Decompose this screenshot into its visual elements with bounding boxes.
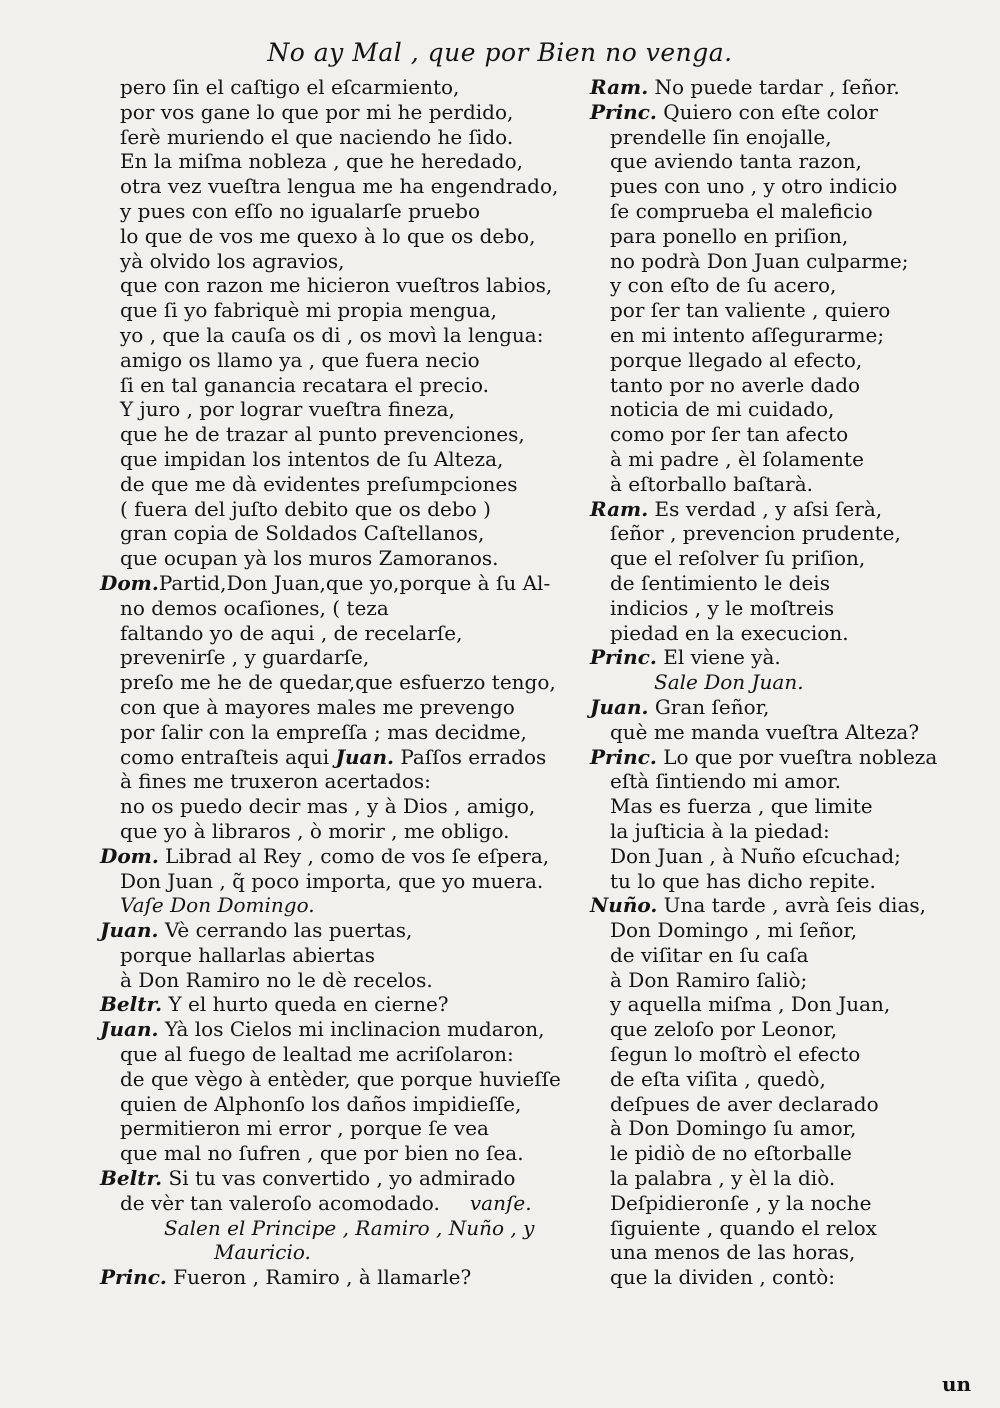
- verse-line: [100, 497, 576, 522]
- line-text: no os puedo decir mas , y à Dios , amigo,: [120, 794, 536, 819]
- line-text: de viſitar en ſu caſa: [610, 942, 809, 967]
- verse-line: [590, 100, 970, 125]
- left-column: [100, 75, 576, 1290]
- verse-line: [590, 323, 970, 348]
- line-text: tanto por no averle dado: [610, 372, 861, 397]
- line-text: ſeñor , prevencion prudente,: [610, 521, 901, 546]
- verse-line: [100, 149, 576, 174]
- speaker-name: Nuño.: [590, 893, 658, 918]
- verse-line: [100, 1067, 576, 1092]
- speaker-name: Juan.: [590, 694, 649, 719]
- line-text: una menos de las horas,: [610, 1240, 856, 1265]
- line-text: à Don Domingo ſu amor,: [610, 1116, 857, 1141]
- line-text: y pues con eſſo no igualarſe pruebo: [120, 198, 480, 223]
- verse-line: [100, 745, 576, 770]
- verse-line: [100, 769, 576, 794]
- line-text: Don Juan , q̃ poco importa, que yo muera.: [120, 868, 544, 893]
- verse-line: [590, 992, 970, 1017]
- verse-line: [590, 794, 970, 819]
- line-text: porque hallarlas abiertas: [120, 942, 376, 967]
- verse-line: [590, 397, 970, 422]
- line-text: permitieron mi error , porque ſe vea: [120, 1116, 489, 1141]
- speaker-name: Ram.: [590, 75, 649, 99]
- line-text: Don Domingo , mi ſeñor,: [610, 918, 858, 943]
- line-text: prevenirſe , y guardarſe,: [120, 645, 370, 670]
- verse-line: [590, 720, 970, 745]
- line-text: preſo me he de quedar,que esfuerzo tengo,: [120, 670, 556, 695]
- verse-line: [100, 447, 576, 472]
- line-text: ſegun lo moſtrò el efecto: [610, 1042, 861, 1067]
- line-text: en mi intento aſſegurarme;: [610, 322, 885, 347]
- line-text: que el reſolver ſu priſion,: [610, 546, 866, 571]
- line-text: Una tarde , avrà ſeis dias,: [657, 893, 926, 918]
- line-text: tu lo que has dicho repite.: [610, 868, 876, 893]
- verse-line: [100, 397, 576, 422]
- verse-line: [100, 323, 576, 348]
- line-text: noticia de mi cuidado,: [610, 397, 835, 422]
- running-head: No ay Mal , que por Bien no venga.: [267, 38, 733, 67]
- verse-line: [100, 819, 576, 844]
- line-text: Deſpidieronſe , y la noche: [610, 1190, 872, 1215]
- verse-line: [590, 1116, 970, 1141]
- verse-line: [590, 769, 970, 794]
- verse-line: [590, 745, 970, 770]
- verse-line: [590, 670, 970, 695]
- verse-line: [100, 720, 576, 745]
- verse-line: [100, 1216, 576, 1241]
- verse-line: [100, 100, 576, 125]
- verse-line: [100, 298, 576, 323]
- verse-line: [100, 943, 576, 968]
- verse-line: [100, 348, 576, 373]
- line-text: Don Juan , à Nuño eſcuchad;: [610, 843, 901, 868]
- line-text: eſtà ſintiendo mi amor.: [610, 769, 841, 794]
- line-text: à fines me truxeron acertados:: [120, 769, 431, 794]
- line-text: gran copia de Soldados Caſtellanos,: [120, 521, 485, 546]
- line-text: pues con uno , y otro indicio: [610, 174, 898, 199]
- verse-line: [100, 75, 576, 100]
- verse-line: [100, 1042, 576, 1067]
- speaker-name: Princ.: [590, 744, 657, 769]
- speaker-name: Princ.: [590, 645, 657, 670]
- line-text: por vos gane lo que por mi he perdido,: [120, 99, 514, 124]
- verse-line: [590, 819, 970, 844]
- verse-line: [590, 1191, 970, 1216]
- line-text: no podrà Don Juan culparme;: [610, 248, 909, 273]
- line-text: que yo à libraros , ò morir , me obligo.: [120, 818, 510, 843]
- verse-line: [100, 1116, 576, 1141]
- speaker-name: Juan.: [335, 744, 394, 769]
- line-text: indicios , y le moſtreis: [610, 595, 835, 620]
- verse-line: [590, 893, 970, 918]
- speaker-name: Princ.: [100, 1265, 167, 1290]
- verse-line: [590, 1141, 970, 1166]
- line-text: Paſſos errados: [393, 744, 547, 769]
- line-text: y aquella miſma , Don Juan,: [610, 992, 891, 1017]
- verse-line: [590, 521, 970, 546]
- line-text: de ſentimiento le deis: [610, 570, 830, 595]
- line-text: por ſer tan valiente , quiero: [610, 298, 891, 323]
- verse-line: [100, 670, 576, 695]
- line-text: de vèr tan valeroſo acomodado.: [120, 1190, 440, 1215]
- verse-line: [100, 844, 576, 869]
- verse-line: [590, 844, 970, 869]
- verse-line: [100, 1166, 576, 1191]
- line-text: ſe comprueba el maleficio: [610, 198, 873, 223]
- line-text: Mas es fuerza , que limite: [610, 794, 873, 819]
- verse-line: [100, 1265, 576, 1290]
- verse-line: [100, 521, 576, 546]
- line-text: no demos ocaſiones, ( teza: [120, 595, 389, 620]
- line-text: le pidiò de no eſtorballe: [610, 1141, 852, 1166]
- verse-line: [590, 273, 970, 298]
- verse-line: [590, 968, 970, 993]
- line-text: que he de trazar al punto prevenciones,: [120, 422, 525, 447]
- line-text: faltando yo de aqui , de recelarſe,: [120, 620, 463, 645]
- verse-line: [100, 373, 576, 398]
- line-text: que la dividen , contò:: [610, 1265, 835, 1290]
- verse-line: [590, 1017, 970, 1042]
- stage-direction: Sale Don Juan.: [654, 670, 804, 695]
- line-text: piedad en la execucion.: [610, 620, 849, 645]
- verse-line: [590, 1216, 970, 1241]
- line-text: que aviendo tanta razon,: [610, 149, 862, 174]
- verse-line: [590, 571, 970, 596]
- line-text: de que vègo à entèder, que porque huvieſſe: [120, 1066, 561, 1091]
- speaker-name: Beltr.: [100, 992, 163, 1017]
- verse-line: [100, 968, 576, 993]
- verse-line: [100, 695, 576, 720]
- line-text: ( fuera del juſto debito que os debo ): [120, 496, 491, 521]
- line-text: Librad al Rey , como de vos ſe eſpera,: [158, 843, 550, 868]
- speaker-name: Juan.: [100, 918, 159, 943]
- verse-line: [590, 645, 970, 670]
- verse-line: [590, 174, 970, 199]
- verse-line: [590, 943, 970, 968]
- line-text: quien de Alphonſo los daños impidieſſe,: [120, 1091, 522, 1116]
- line-text: Es verdad , y aſsi ſerà,: [648, 496, 883, 521]
- line-text: ſiguiente , quando el relox: [610, 1215, 877, 1240]
- line-text: El viene yà.: [656, 645, 781, 670]
- line-text: Fueron , Ramiro , à llamarle?: [166, 1265, 472, 1290]
- verse-line: [590, 472, 970, 497]
- line-text: que al fuego de lealtad me acriſolaron:: [120, 1042, 514, 1067]
- line-text: à eſtorballo baſtarà.: [610, 471, 814, 496]
- verse-line: [590, 224, 970, 249]
- line-text: que mal no ſufren , que por bien no ſea.: [120, 1141, 524, 1166]
- verse-line: [590, 447, 970, 472]
- line-text: que ocupan yà los muros Zamoranos.: [120, 546, 499, 571]
- speaker-name: Juan.: [100, 1017, 159, 1042]
- line-text: con que à mayores males me prevengo: [120, 694, 515, 719]
- verse-line: [590, 75, 970, 100]
- speaker-name: Dom.: [100, 843, 159, 868]
- speaker-name: Ram.: [590, 496, 649, 521]
- line-text: ſerè muriendo el que naciendo he ſido.: [120, 124, 514, 149]
- speaker-name: Dom.: [100, 570, 159, 595]
- verse-line: [100, 273, 576, 298]
- line-text: prendelle ſin enojalle,: [610, 124, 832, 149]
- verse-line: [100, 1191, 576, 1216]
- verse-line: [590, 149, 970, 174]
- stage-direction: vanſe.: [469, 1190, 532, 1215]
- line-text: à Don Ramiro ſaliò;: [610, 967, 808, 992]
- line-text: otra vez vueſtra lengua me ha engendrado,: [120, 174, 559, 199]
- line-text: Lo que por vueſtra nobleza: [656, 744, 938, 769]
- line-text: Y juro , por lograr vueſtra fineza,: [120, 397, 455, 422]
- line-text: la juſticia à la piedad:: [610, 818, 830, 843]
- line-text: por ſalir con la empreſſa ; mas decidme,: [120, 719, 527, 744]
- verse-line: [100, 125, 576, 150]
- verse-line: [100, 621, 576, 646]
- verse-line: [590, 1067, 970, 1092]
- line-text: porque llegado al efecto,: [610, 347, 863, 372]
- verse-line: [590, 348, 970, 373]
- line-text: Yà los Cielos mi inclinacion mudaron,: [158, 1017, 545, 1042]
- stage-direction: Vaſe Don Domingo.: [120, 893, 315, 918]
- verse-line: [590, 869, 970, 894]
- verse-line: [100, 199, 576, 224]
- verse-line: [590, 1092, 970, 1117]
- stage-direction: Salen el Principe , Ramiro , Nuño , y: [164, 1215, 535, 1240]
- verse-line: [100, 794, 576, 819]
- line-text: Gran ſeñor,: [648, 694, 770, 719]
- verse-line: [590, 199, 970, 224]
- line-text: lo que de vos me quexo à lo que os debo,: [120, 223, 536, 248]
- verse-line: [100, 546, 576, 571]
- line-text: Y el hurto queda en cierne?: [162, 992, 449, 1017]
- line-text: pero ſin el caſtigo el eſcarmiento,: [120, 75, 460, 99]
- verse-line: [100, 472, 576, 497]
- line-text: que con razon me hicieron vueſtros labios,: [120, 273, 553, 298]
- verse-line: [100, 1141, 576, 1166]
- line-text: Partid,Don Juan,que yo,porque à ſu Al-: [158, 570, 551, 595]
- verse-line: [590, 1265, 970, 1290]
- line-text: à mi padre , èl ſolamente: [610, 446, 864, 471]
- line-text: y con eſto de ſu acero,: [610, 273, 837, 298]
- verse-line: [100, 224, 576, 249]
- verse-line: [100, 1017, 576, 1042]
- verse-line: [100, 571, 576, 596]
- verse-line: [100, 422, 576, 447]
- line-text: que zeloſo por Leonor,: [610, 1017, 838, 1042]
- verse-line: [590, 621, 970, 646]
- line-text: Si tu vas convertido , yo admirado: [162, 1166, 516, 1191]
- line-text: yo , que la cauſa os di , os movì la lengua:: [120, 322, 544, 347]
- verse-line: [100, 869, 576, 894]
- verse-line: [590, 497, 970, 522]
- line-text: como por ſer tan afecto: [610, 422, 849, 447]
- line-text: que impidan los intentos de ſu Alteza,: [120, 446, 504, 471]
- line-text: deſpues de aver declarado: [610, 1091, 879, 1116]
- catchword: un: [942, 1372, 972, 1396]
- verse-line: [100, 992, 576, 1017]
- verse-line: [100, 249, 576, 274]
- line-text: para ponello en priſion,: [610, 223, 849, 248]
- speaker-name: Beltr.: [100, 1166, 163, 1191]
- verse-line: [100, 918, 576, 943]
- line-text: la palabra , y èl la diò.: [610, 1166, 836, 1191]
- verse-line: [590, 1042, 970, 1067]
- verse-line: [100, 893, 576, 918]
- line-text: yà olvido los agravios,: [120, 248, 345, 273]
- line-text: amigo os llamo ya , que fuera necio: [120, 347, 480, 372]
- verse-line: [590, 596, 970, 621]
- line-text: En la miſma nobleza , que he heredado,: [120, 149, 524, 174]
- line-text: que ſi yo fabriquè mi propia mengua,: [120, 298, 497, 323]
- verse-line: [590, 373, 970, 398]
- verse-line: [590, 125, 970, 150]
- line-text: què me manda vueſtra Alteza?: [610, 719, 920, 744]
- line-text: de eſta viſita , quedò,: [610, 1066, 826, 1091]
- verse-line: [590, 298, 970, 323]
- verse-line: [590, 546, 970, 571]
- right-column: [590, 75, 970, 1290]
- verse-line: [100, 1240, 576, 1265]
- verse-line: [590, 695, 970, 720]
- line-text: como entraſteis aqui: [120, 744, 336, 769]
- verse-line: [100, 596, 576, 621]
- line-text: No puede tardar , ſeñor.: [648, 75, 900, 99]
- verse-line: [100, 1092, 576, 1117]
- verse-line: [590, 422, 970, 447]
- verse-line: [590, 249, 970, 274]
- line-text: Quiero con eſte color: [656, 99, 878, 124]
- verse-line: [590, 1166, 970, 1191]
- verse-line: [100, 645, 576, 670]
- verse-line: [100, 174, 576, 199]
- verse-line: [590, 918, 970, 943]
- speaker-name: Princ.: [590, 99, 657, 124]
- verse-line: [590, 1240, 970, 1265]
- line-text: de que me dà evidentes preſumpciones: [120, 471, 518, 496]
- line-text: à Don Ramiro no le dè recelos.: [120, 967, 433, 992]
- stage-direction: Mauricio.: [214, 1240, 311, 1265]
- line-text: Vè cerrando las puertas,: [158, 918, 413, 943]
- line-text: ſi en tal ganancia recatara el precio.: [120, 372, 489, 397]
